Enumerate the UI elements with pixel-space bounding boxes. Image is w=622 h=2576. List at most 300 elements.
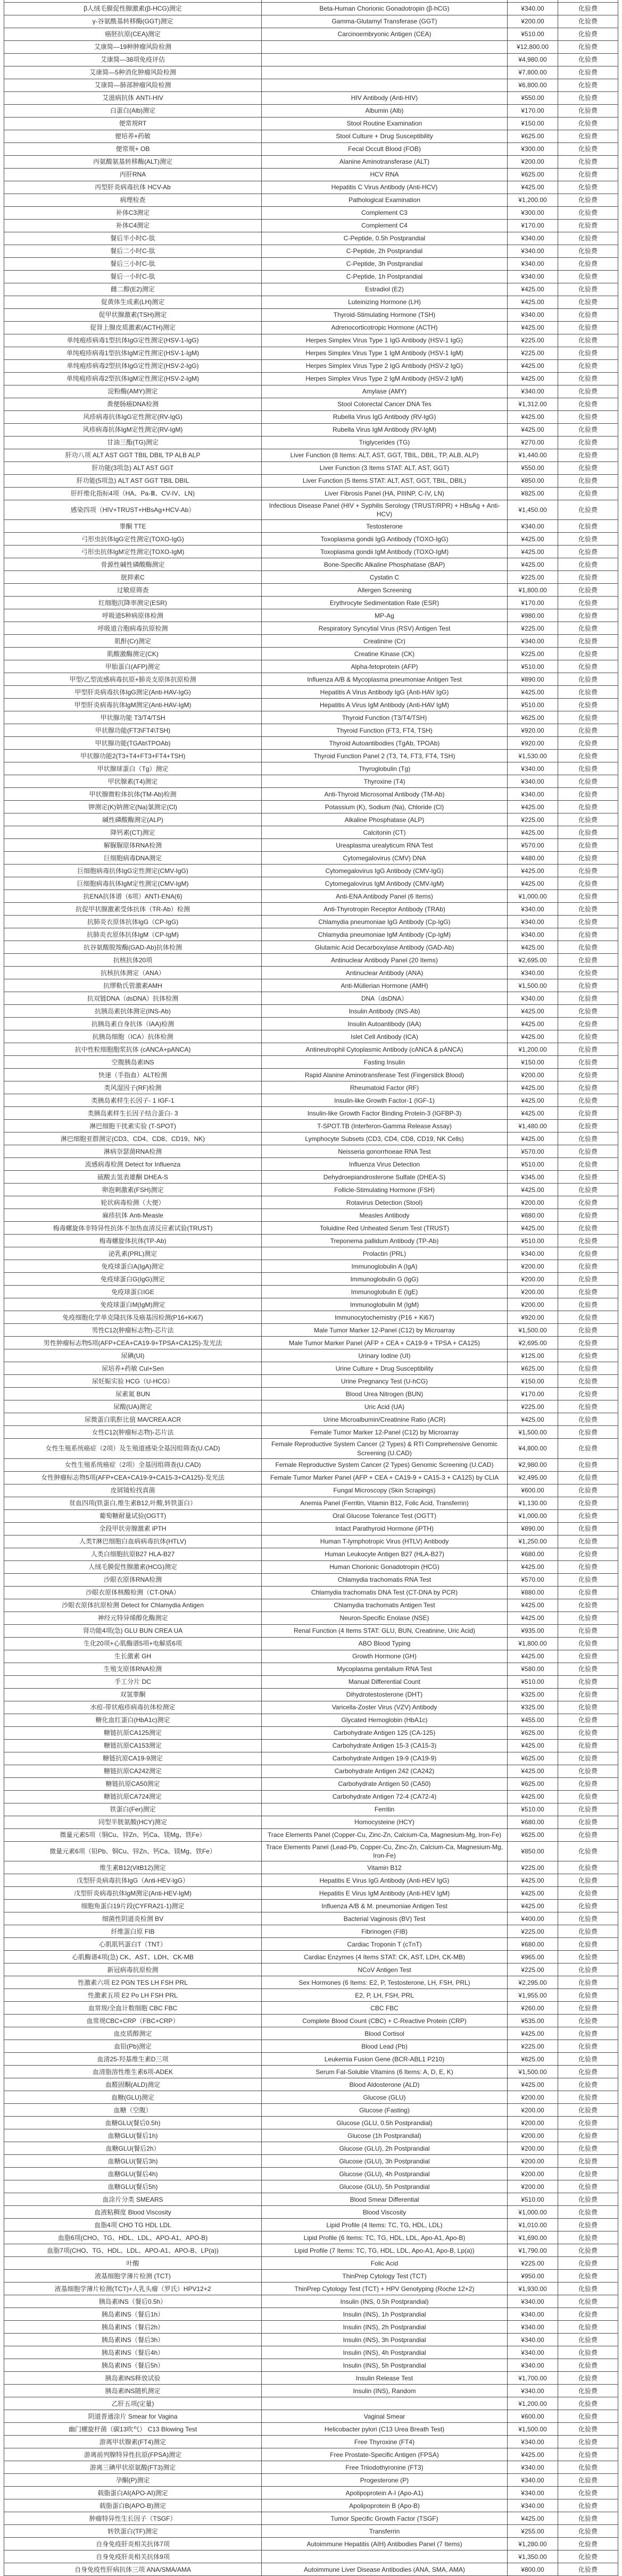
price: ¥200.00 — [508, 156, 558, 169]
price: ¥1,530.00 — [508, 750, 558, 762]
test-name-en: Complement C4 — [262, 220, 508, 232]
test-name-en: Blood Lead (Pb) — [262, 2040, 508, 2053]
table-row — [4, 2423, 618, 2436]
fee-category: 化验费 — [558, 1337, 618, 1349]
fee-category: 化验费 — [558, 1828, 618, 1841]
test-name-en: CBC FBC — [262, 2002, 508, 2015]
test-name-cn: 艾康简—5种消化肿瘤风险检测 — [4, 66, 262, 79]
fee-category: 化验费 — [558, 546, 618, 558]
test-name-en: DNA（dsDNA） — [262, 992, 508, 1005]
table-row — [4, 1362, 618, 1375]
fee-category: 化验费 — [558, 258, 618, 271]
test-name-en: Influenza Virus Detection — [262, 1158, 508, 1171]
test-name-cn: 细菌性阴道炎检测 BV — [4, 1912, 262, 1925]
table-row — [4, 1828, 618, 1841]
price: ¥920.00 — [508, 724, 558, 737]
fee-category: 化验费 — [558, 1816, 618, 1828]
table-row — [4, 2474, 618, 2487]
test-name-en: Testosterone — [262, 520, 508, 533]
fee-category: 化验费 — [558, 2346, 618, 2359]
test-name-cn: 手工分片 DC — [4, 1675, 262, 1688]
test-name-en: Stool Culture + Drug Susceptibility — [262, 130, 508, 143]
test-name-en: Thyroid Function Panel 2 (T3, T4, FT3, FT4, TSH) — [262, 750, 508, 762]
price: ¥170.00 — [508, 597, 558, 609]
price: ¥425.00 — [508, 1030, 558, 1043]
test-name-cn: 胰岛素INS释放试验 — [4, 2372, 262, 2385]
price: ¥340.00 — [508, 2346, 558, 2359]
fee-category: 化验费 — [558, 941, 618, 954]
table-row — [4, 1426, 618, 1439]
test-name-cn: 巨细胞病毒抗体IgM定性测定(CMV-IgM) — [4, 877, 262, 890]
test-name-en: Luteinizing Hormone (LH) — [262, 296, 508, 309]
price: ¥340.00 — [508, 2321, 558, 2334]
test-name-cn: 糖链抗原CA19-9测定 — [4, 1752, 262, 1765]
price: ¥2,495.00 — [508, 1471, 558, 1484]
price: ¥270.00 — [508, 437, 558, 449]
fee-category: 化验费 — [558, 232, 618, 245]
price: ¥510.00 — [508, 1803, 558, 1816]
table-row — [4, 207, 618, 220]
test-name-cn: 肝功能(5项急) ALT AST GGT TBIL DBIL — [4, 475, 262, 488]
price: ¥1,690.00 — [508, 2231, 558, 2244]
fee-category: 化验费 — [558, 1484, 618, 1497]
price: ¥400.00 — [508, 1912, 558, 1925]
price: ¥340.00 — [508, 385, 558, 398]
table-row — [4, 1043, 618, 1056]
price: ¥340.00 — [508, 2334, 558, 2346]
table-row — [4, 373, 618, 385]
table-row — [4, 1925, 618, 1938]
fee-category: 化验费 — [558, 2372, 618, 2385]
price: ¥425.00 — [508, 1018, 558, 1030]
test-name-cn: 糖链抗原CA125测定 — [4, 1726, 262, 1739]
fee-category: 化验费 — [558, 2410, 618, 2423]
table-row — [4, 2385, 618, 2397]
test-name-en: Blood Cortisol — [262, 2027, 508, 2040]
fee-category: 化验费 — [558, 1222, 618, 1235]
test-name-en: Hepatitis C Virus Antibody (Anti-HCV) — [262, 181, 508, 194]
test-name-en: Dihydrotestosterone (DHT) — [262, 1688, 508, 1701]
table-row — [4, 1726, 618, 1739]
fee-category: 化验费 — [558, 954, 618, 967]
test-name-en: Carbohydrate Antigen 15-3 (CA15-3) — [262, 1739, 508, 1752]
test-name-cn: 甲状腺球蛋白（Tg）测定 — [4, 762, 262, 775]
price: ¥1,312.00 — [508, 398, 558, 411]
table-row — [4, 1030, 618, 1043]
test-name-en: Varicella-Zoster Virus (VZV) Antibody — [262, 1701, 508, 1714]
test-name-en: ThinPrep Cytology Test (TCT) — [262, 2270, 508, 2283]
table-row — [4, 1094, 618, 1107]
test-name-cn: 便常规+ OB — [4, 143, 262, 156]
table-row — [4, 143, 618, 156]
fee-category: 化验费 — [558, 1043, 618, 1056]
table-row — [4, 2487, 618, 2499]
test-name-cn: 生长激素 GH — [4, 1650, 262, 1663]
table-row — [4, 2129, 618, 2142]
fee-category: 化验费 — [558, 385, 618, 398]
test-name-en: Insulin (INS), Random — [262, 2385, 508, 2397]
test-name-cn: 硫酸去氢表雄酮 DHEA-S — [4, 1171, 262, 1184]
test-name-cn: 餐后一小时C-肽 — [4, 271, 262, 283]
test-name-en: Alpha-fetoprotein (AFP) — [262, 660, 508, 673]
fee-category: 化验费 — [558, 1184, 618, 1196]
price: ¥425.00 — [508, 1081, 558, 1094]
table-row — [4, 1752, 618, 1765]
table-row — [4, 1286, 618, 1298]
test-name-en — [262, 41, 508, 54]
test-name-cn: 淋巴细胞亚群测定(CD3、CD4、CD8、CD19、NK) — [4, 1132, 262, 1145]
test-name-cn: 丙氨酸氨基转移酶(ALT)测定 — [4, 156, 262, 169]
price: ¥570.00 — [508, 1573, 558, 1586]
fee-category: 化验费 — [558, 1675, 618, 1688]
price: ¥340.00 — [508, 258, 558, 271]
test-name-cn: 睾酮 TTE — [4, 520, 262, 533]
test-name-en: Free Triiodothyronine (FT3) — [262, 2461, 508, 2474]
fee-category: 化验费 — [558, 373, 618, 385]
test-name-en: Insulin Release Test — [262, 2372, 508, 2385]
fee-category: 化验费 — [558, 1560, 618, 1573]
price: ¥425.00 — [508, 1650, 558, 1663]
test-name-cn: 淋巴细胞干扰素实验 (T-SPOT) — [4, 1120, 262, 1132]
fee-category: 化验费 — [558, 2512, 618, 2525]
fee-category: 化验费 — [558, 1938, 618, 1951]
test-name-en: ABO Blood Typing — [262, 1637, 508, 1650]
fee-category: 化验费 — [558, 424, 618, 437]
test-name-en: Cystatin C — [262, 571, 508, 584]
price: ¥425.00 — [508, 1739, 558, 1752]
price: ¥340.00 — [508, 245, 558, 258]
table-row — [4, 1803, 618, 1816]
price: ¥425.00 — [508, 322, 558, 334]
table-row — [4, 1650, 618, 1663]
table-row — [4, 2270, 618, 2283]
test-name-en: Uric Acid (UA) — [262, 1400, 508, 1413]
fee-category: 化验费 — [558, 1497, 618, 1509]
fee-category: 化验费 — [558, 207, 618, 220]
table-row — [4, 1912, 618, 1925]
test-name-en: Ureaplasma urealyticum RNA Test — [262, 839, 508, 852]
test-name-en: Free Thyroxine (FT4) — [262, 2436, 508, 2448]
test-name-cn: 血铅(Pb)测定 — [4, 2040, 262, 2053]
test-name-en: Leukemia Fusion Gene (BCR-ABL1 P210) — [262, 2053, 508, 2066]
table-row — [4, 520, 618, 533]
table-row — [4, 1841, 618, 1861]
test-name-en: Alanine Aminotransferase (ALT) — [262, 156, 508, 169]
test-name-en: Glutamic Acid Decarboxylase Antibody (GAD-Ab) — [262, 941, 508, 954]
price: ¥425.00 — [508, 373, 558, 385]
table-row — [4, 360, 618, 373]
test-name-en: Homocysteine (HCY) — [262, 1816, 508, 1828]
table-row — [4, 2372, 618, 2385]
table-row — [4, 1337, 618, 1349]
fee-category: 化验费 — [558, 1790, 618, 1803]
price: ¥800.00 — [508, 2563, 558, 2576]
test-name-cn: 胰岛素INS（餐后1h） — [4, 2308, 262, 2321]
test-name-cn: 抗肺炎衣原体抗体IgM（CP-IgM) — [4, 928, 262, 941]
table-row — [4, 1714, 618, 1726]
price: ¥890.00 — [508, 673, 558, 686]
test-name-en: Measles Antibody — [262, 1209, 508, 1222]
test-name-en: Toxoplasma gondii IgG Antibody (TOXO-IgG) — [262, 533, 508, 546]
price: ¥340.00 — [508, 1247, 558, 1260]
price: ¥850.00 — [508, 1841, 558, 1861]
table-row — [4, 1624, 618, 1637]
price: ¥200.00 — [508, 2129, 558, 2142]
test-name-cn: 尿微蛋白肌酐比值 MA/CREA ACR — [4, 1413, 262, 1426]
test-name-cn: 丙型肝炎病毒抗体 HCV-Ab — [4, 181, 262, 194]
price: ¥150.00 — [508, 1375, 558, 1388]
price: ¥1,010.00 — [508, 2219, 558, 2231]
fee-category: 化验费 — [558, 877, 618, 890]
test-name-en: Insulin (INS, 0.5h Postprandial) — [262, 2295, 508, 2308]
price: ¥425.00 — [508, 1107, 558, 1120]
fee-category: 化验费 — [558, 1324, 618, 1337]
test-name-en: Herpes Simplex Virus Type 1 IgM Antibody (HSV-1 IgM) — [262, 347, 508, 360]
test-name-en: Cardiac Enzymes (4 Items STAT: CK, AST, LDH, CK-MB) — [262, 1951, 508, 1964]
table-row — [4, 169, 618, 181]
price: ¥225.00 — [508, 813, 558, 826]
price: ¥340.00 — [508, 2385, 558, 2397]
price: ¥340.00 — [508, 520, 558, 533]
table-row — [4, 2002, 618, 2015]
price: ¥600.00 — [508, 1484, 558, 1497]
fee-category: 化验费 — [558, 916, 618, 928]
test-name-en: Herpes Simplex Virus Type 2 IgM Antibody (HSV-2 IgM) — [262, 373, 508, 385]
table-row — [4, 1311, 618, 1324]
fee-category: 化验费 — [558, 2448, 618, 2461]
test-name-cn: 男性肿瘤标志物5项(AFP+CEA+CA19-9+TPSA+CA125)-发光法 — [4, 1337, 262, 1349]
test-name-en: Lymphocyte Subsets (CD3, CD4, CD8, CD19, NK Cells) — [262, 1132, 508, 1145]
price: ¥340.00 — [508, 788, 558, 801]
test-name-en: Triglycerides (TG) — [262, 437, 508, 449]
price: ¥455.00 — [508, 1714, 558, 1726]
table-row — [4, 1535, 618, 1548]
fee-category: 化验费 — [558, 283, 618, 296]
price: ¥1,200.00 — [508, 1043, 558, 1056]
table-row — [4, 1132, 618, 1145]
test-name-cn: 流感病毒检测 Detect for Influenza — [4, 1158, 262, 1171]
test-name-cn: 补体C3测定 — [4, 207, 262, 220]
test-name-cn: 沙眼衣原体抗原检测 Detect for Chlamydia Antigen — [4, 1599, 262, 1612]
test-name-cn: 血糖GLU(餐后3h) — [4, 2155, 262, 2168]
table-row — [4, 1586, 618, 1599]
fee-category: 化验费 — [558, 15, 618, 28]
fee-category: 化验费 — [558, 762, 618, 775]
price: ¥890.00 — [508, 1522, 558, 1535]
test-name-en: Pathological Examination — [262, 194, 508, 207]
test-name-cn: 促肾上腺皮质激素(ACTH)测定 — [4, 322, 262, 334]
table-row — [4, 1018, 618, 1030]
price: ¥325.00 — [508, 1701, 558, 1714]
table-row — [4, 1765, 618, 1777]
price: ¥425.00 — [508, 411, 558, 424]
fee-category: 化验费 — [558, 28, 618, 41]
table-row — [4, 1484, 618, 1497]
fee-category: 化验费 — [558, 2499, 618, 2512]
test-name-cn: 单纯疱疹病毒1型抗体IgG定性测定(HSV-1-IgG) — [4, 334, 262, 347]
table-row — [4, 813, 618, 826]
table-row — [4, 1196, 618, 1209]
test-name-cn: 性激素六项 E2 PGN TES LH FSH PRL — [4, 1976, 262, 1989]
test-name-cn: 卵泡刺激素(FSH)测定 — [4, 1184, 262, 1196]
test-name-en: Apolipoprotein A-I (Apo-A1) — [262, 2487, 508, 2499]
fee-category: 化验费 — [558, 673, 618, 686]
price: ¥2,980.00 — [508, 1458, 558, 1471]
fee-category: 化验费 — [558, 1349, 618, 1362]
test-name-en: MP-Ag — [262, 609, 508, 622]
test-name-en: HIV Antibody (Anti-HIV) — [262, 92, 508, 105]
fee-category: 化验费 — [558, 1688, 618, 1701]
test-name-en: Glucose (GLU) — [262, 2091, 508, 2104]
fee-category: 化验费 — [558, 2104, 618, 2117]
test-name-cn: 甲胎蛋白(AFP)测定 — [4, 660, 262, 673]
table-row — [4, 2078, 618, 2091]
price: ¥1,450.00 — [508, 500, 558, 520]
test-name-cn: 梅毒螺旋体抗体(TP-Ab) — [4, 1235, 262, 1247]
table-row — [4, 181, 618, 194]
test-name-en: Vaginal Smear — [262, 2410, 508, 2423]
test-name-cn: 抗谷氨酸脱羧酶(GAD-Ab)抗体检测 — [4, 941, 262, 954]
test-name-cn: 血清25-羟基维生素D三项 — [4, 2053, 262, 2066]
test-name-en: Herpes Simplex Virus Type 1 IgG Antibody (HSV-1 IgG) — [262, 334, 508, 347]
test-name-cn: 戊型肝炎病毒抗体IgM测定(Anti-HEV-IgM) — [4, 1887, 262, 1900]
test-name-en — [262, 54, 508, 66]
price: ¥425.00 — [508, 2078, 558, 2091]
fee-category: 化验费 — [558, 2397, 618, 2410]
test-name-cn: 维生素B12(VitB12)测定 — [4, 1861, 262, 1874]
test-name-cn: 抗ENA抗体谱（6项）ANTI-ENA(6) — [4, 890, 262, 903]
price: ¥550.00 — [508, 462, 558, 475]
test-name-cn: 生化20项+心肌酶谱5项+电解质6项 — [4, 1637, 262, 1650]
test-name-cn: 胰岛素INS（餐后5h） — [4, 2359, 262, 2372]
price: ¥200.00 — [508, 1069, 558, 1081]
test-name-en: Female Tumor Marker 12-Panel (C12) by Microarray — [262, 1426, 508, 1439]
fee-category: 化验费 — [558, 1120, 618, 1132]
test-name-en: Creatine Kinase (CK) — [262, 648, 508, 660]
price: ¥425.00 — [508, 1765, 558, 1777]
table-row — [4, 916, 618, 928]
table-row — [4, 2410, 618, 2423]
price: ¥425.00 — [508, 1413, 558, 1426]
fee-category: 化验费 — [558, 2027, 618, 2040]
fee-category: 化验费 — [558, 2525, 618, 2538]
table-row — [4, 750, 618, 762]
table-row — [4, 1107, 618, 1120]
price: ¥340.00 — [508, 903, 558, 916]
table-row — [4, 762, 618, 775]
fee-category: 化验费 — [558, 2295, 618, 2308]
fee-category: 化验费 — [558, 1912, 618, 1925]
test-name-en: Insulin (INS), 3h Postprandial — [262, 2334, 508, 2346]
test-name-en: Urine Pregnancy Test (U-hCG) — [262, 1375, 508, 1388]
fee-category: 化验费 — [558, 1976, 618, 1989]
fee-category: 化验费 — [558, 1018, 618, 1030]
price: ¥510.00 — [508, 1675, 558, 1688]
table-row — [4, 2308, 618, 2321]
table-row — [4, 1158, 618, 1171]
price: ¥125.00 — [508, 1349, 558, 1362]
test-name-en: Fibrinogen (FIB) — [262, 1925, 508, 1938]
table-row — [4, 500, 618, 520]
fee-category: 化验费 — [558, 648, 618, 660]
fee-category: 化验费 — [558, 1005, 618, 1018]
price: ¥825.00 — [508, 488, 558, 500]
test-name-cn: 微量元素5项（铜Cu、锌Zn、钙Ca、镁Mg、铁Fe） — [4, 1828, 262, 1841]
test-name-cn: 女性肿瘤标志物5项(AFP+CEA+CA19-9+CA15-3+CA125)-发光法 — [4, 1471, 262, 1484]
test-name-en: Herpes Simplex Virus Type 2 IgG Antibody (HSV-2 IgG) — [262, 360, 508, 373]
fee-category: 化验费 — [558, 979, 618, 992]
fee-category: 化验费 — [558, 3, 618, 15]
table-row — [4, 648, 618, 660]
price: ¥425.00 — [508, 1184, 558, 1196]
fee-category: 化验费 — [558, 1637, 618, 1650]
price: ¥980.00 — [508, 609, 558, 622]
test-name-cn: 胰岛素INS（餐后2h） — [4, 2321, 262, 2334]
test-name-cn: 肿瘤特异性生长因子（TSGF） — [4, 2512, 262, 2525]
price: ¥1,000.00 — [508, 2206, 558, 2219]
table-row — [4, 1874, 618, 1887]
fee-category: 化验费 — [558, 1158, 618, 1171]
table-row — [4, 890, 618, 903]
test-name-en: Follicle-Stimulating Hormone (FSH) — [262, 1184, 508, 1196]
test-name-en: Glycated Hemoglobin (HbA1c) — [262, 1714, 508, 1726]
table-row — [4, 54, 618, 66]
test-name-cn: 尿妊娠实验 HCG（U-HCG） — [4, 1375, 262, 1388]
test-name-cn: 游离三碘甲状原氨酸(FT3)测定 — [4, 2461, 262, 2474]
fee-category: 化验费 — [558, 1260, 618, 1273]
table-row — [4, 877, 618, 890]
test-name-cn: 同型半胱氨酸(HCY)测定 — [4, 1816, 262, 1828]
fee-category: 化验费 — [558, 801, 618, 813]
table-row — [4, 1637, 618, 1650]
test-name-en: Renal Function (4 Items STAT: GLU, BUN, Creatinine, Uric Acid) — [262, 1624, 508, 1637]
test-name-en: Insulin-like Growth Factor-1 (IGF-1) — [262, 1094, 508, 1107]
test-name-en: Cytomegalovirus IgM Antibody (CMV-IgM) — [262, 877, 508, 890]
test-name-cn: 便培养+药敏 — [4, 130, 262, 143]
test-name-en: Urine Microalbumin/Creatinine Ratio (ACR) — [262, 1413, 508, 1426]
test-name-en: Human T-lymphotropic Virus (HTLV) Antibody — [262, 1535, 508, 1548]
price: ¥425.00 — [508, 1132, 558, 1145]
fee-category: 化验费 — [558, 1989, 618, 2002]
price: ¥425.00 — [508, 181, 558, 194]
test-name-en: Growth Hormone (GH) — [262, 1650, 508, 1663]
price: ¥510.00 — [508, 1158, 558, 1171]
fee-category: 化验费 — [558, 2193, 618, 2206]
lab-price-table-body — [4, 0, 618, 2576]
test-name-cn: 单纯疱疹病毒2型抗体IgM定性测定(HSV-2-IgM) — [4, 373, 262, 385]
price: ¥2,695.00 — [508, 954, 558, 967]
test-name-en: Trace Elements Panel (Copper-Cu, Zinc-Zn, Calcium-Ca, Magnesium-Mg, Iron-Fe) — [262, 1828, 508, 1841]
price: ¥425.00 — [508, 2027, 558, 2040]
fee-category: 化验费 — [558, 788, 618, 801]
table-row — [4, 220, 618, 232]
test-name-cn: 血糖GLU(餐后0.5h) — [4, 2117, 262, 2129]
test-name-cn: 尿酸(UA)测定 — [4, 1400, 262, 1413]
price: ¥425.00 — [508, 1887, 558, 1900]
table-row — [4, 2168, 618, 2180]
test-name-en: Anti-Thyrotropin Receptor Antibody (TRAb) — [262, 903, 508, 916]
table-row — [4, 1081, 618, 1094]
test-name-cn: 甲状腺功能(FT3\FT4\TSH) — [4, 724, 262, 737]
fee-category: 化验费 — [558, 1900, 618, 1912]
test-name-en: Manual Differential Count — [262, 1675, 508, 1688]
table-row — [4, 449, 618, 462]
test-name-en: Folic Acid — [262, 2257, 508, 2270]
test-name-cn: 肾功能4项(急) GLU BUN CREA UA — [4, 1624, 262, 1637]
fee-category: 化验费 — [558, 2550, 618, 2563]
test-name-en: Liver Function (8 Items: ALT, AST, GGT, TBIL, DBIL, TP, ALB, ALP) — [262, 449, 508, 462]
test-name-cn: 生殖支原体RNA检测 — [4, 1663, 262, 1675]
